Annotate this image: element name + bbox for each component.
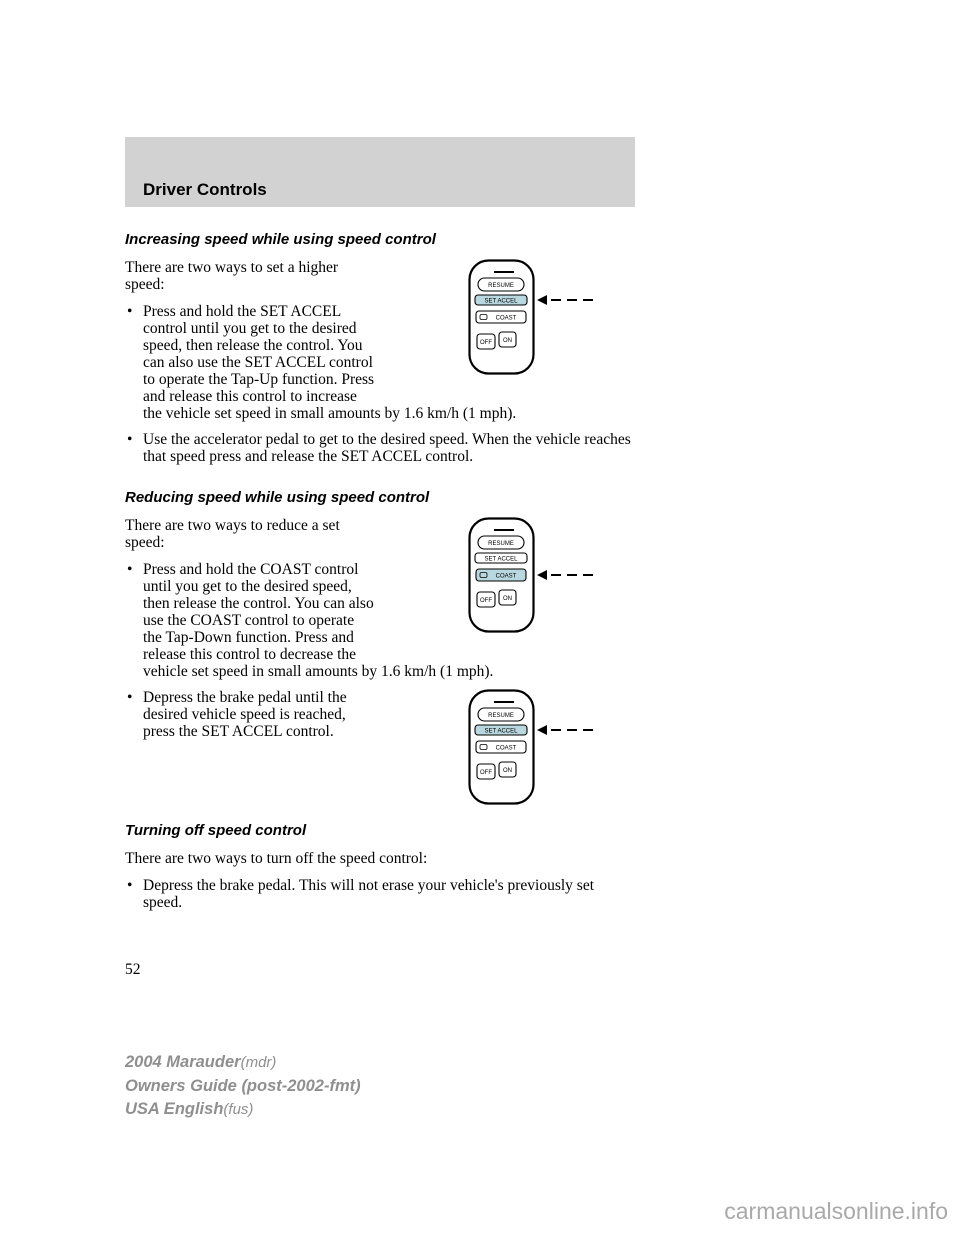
- bullet-text: Use the accelerator pedal to get to the desired speed. When the vehicle reaches that speed press and release the SET ACCEL control.: [143, 431, 631, 465]
- watermark: carmanualsonline.info: [724, 1198, 948, 1224]
- bullet-text: Depress the brake pedal. This will not erase your vehicle's previously set speed.: [143, 877, 595, 911]
- bullet-list: [125, 303, 635, 465]
- footer-code: (fus): [223, 1101, 254, 1118]
- on-label: ON: [503, 338, 512, 344]
- footer-title: USA English: [125, 1100, 224, 1118]
- section-heading-reducing-speed: Reducing speed while using speed control: [125, 489, 430, 506]
- footer-title: Owners Guide (post-2002-fmt): [125, 1076, 361, 1095]
- coast-label: COAST: [495, 573, 517, 580]
- set-accel-label: SET ACCEL: [484, 298, 518, 305]
- on-label: ON: [503, 768, 512, 774]
- bullet-text: Depress the brake pedal until the desired vehicle speed is reached, press the SET ACCEL control.: [143, 689, 347, 740]
- publication-footer: [125, 1051, 361, 1122]
- footer-line-3: [125, 1098, 361, 1122]
- section-heading-turning-off: Turning off speed control: [125, 822, 307, 839]
- set-accel-label: SET ACCEL: [484, 728, 518, 735]
- content-column: [125, 137, 635, 979]
- set-accel-label: SET ACCEL: [484, 556, 518, 563]
- on-label: ON: [503, 596, 512, 602]
- section-intro: There are two ways to turn off the speed control:: [125, 850, 428, 867]
- bullet-item: [125, 303, 635, 422]
- bullet-text: Press and hold the SET ACCEL control until you get to the desired speed, then release the control. You can also use the SET ACCEL control to operate the Tap-Up function. Press and release this control to increase the vehicle set speed in small amounts by 1.6 km/h (1 mph).: [143, 303, 517, 422]
- off-label: OFF: [480, 598, 492, 604]
- bullet-item: [125, 689, 635, 776]
- bullet-item: [125, 561, 635, 680]
- section-header-bar: [125, 137, 635, 207]
- coast-label: COAST: [495, 315, 517, 322]
- page-title: Driver Controls: [143, 180, 267, 199]
- section-intro: There are two ways to reduce a set speed:: [125, 517, 340, 551]
- footer-line-2: [125, 1075, 361, 1099]
- resume-label: RESUME: [488, 541, 514, 547]
- speed-control-figure-3: [375, 689, 635, 806]
- footer-line-1: [125, 1051, 361, 1075]
- bullet-list: [125, 561, 635, 776]
- bullet-item: [125, 877, 635, 911]
- off-label: OFF: [480, 340, 492, 346]
- footer-code: (mdr): [240, 1054, 277, 1071]
- section-heading-increasing-speed: Increasing speed while using speed control: [125, 231, 436, 248]
- page-number: 52: [125, 961, 141, 978]
- resume-label: • RESUME: [488, 713, 514, 719]
- resume-label: RESUME: [488, 283, 514, 289]
- pointer-arrow: [537, 725, 599, 735]
- speed-control-diagram: [468, 689, 601, 806]
- bullet-item: [125, 431, 635, 465]
- coast-label: COAST: [495, 745, 517, 752]
- bullet-list: [125, 877, 635, 911]
- section-intro: There are two ways to set a higher speed:: [125, 259, 339, 293]
- off-label: OFF: [480, 770, 492, 776]
- footer-title: 2004 Marauder: [125, 1053, 241, 1071]
- bullet-text: Press and hold the COAST control until you get to the desired speed, then release the control. You can also use the COAST control to operate the Tap-Down function. Press and release this control to decrease the vehicle set speed in small amounts by 1.6 km/h (1 mph).: [143, 561, 494, 680]
